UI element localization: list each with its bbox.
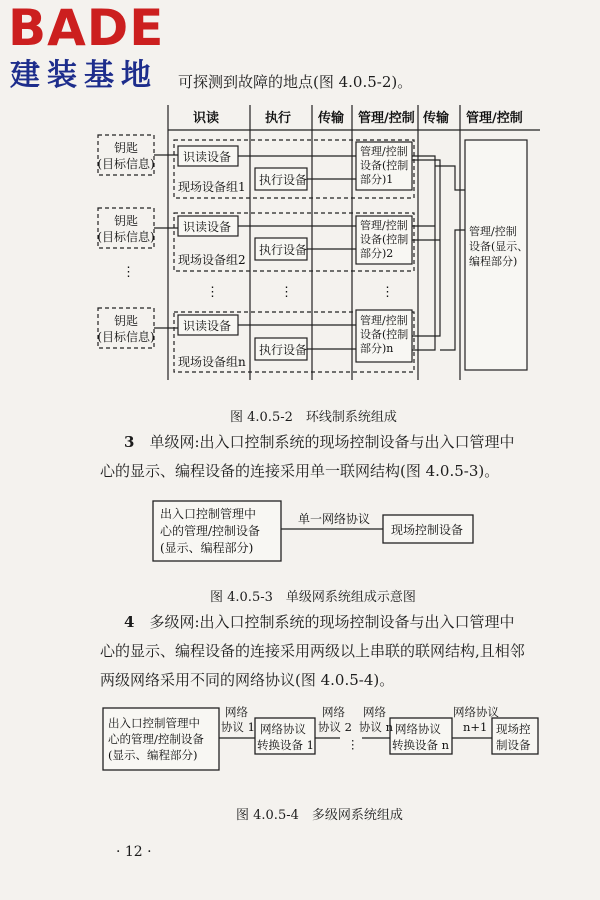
svg-text:设备(控制: 设备(控制 [360, 233, 409, 246]
svg-text:出入口控制管理中: 出入口控制管理中 [108, 716, 200, 730]
reader-label: 识读设备 [183, 220, 232, 234]
svg-text:心的管理/控制设备: 心的管理/控制设备 [160, 524, 261, 538]
executor-label: 执行设备 [259, 173, 308, 187]
ellipsis: ⋮ [347, 737, 359, 751]
paragraph-4: 4 多级网:出入口控制系统的现场控制设备与出入口管理中 心的显示、编程设备的连接采用两级以上串联的联网结构,且相邻 两级网络采用不同的网络协议(图 4.0.5-4)。 [100, 613, 525, 689]
svg-text:网络: 网络 [225, 705, 248, 719]
svg-text:管理/控制: 管理/控制 [360, 219, 408, 232]
reader-label: 识读设备 [183, 319, 232, 333]
svg-text:网络: 网络 [322, 705, 345, 719]
svg-text:网络: 网络 [363, 705, 386, 719]
svg-text:管理/控制: 管理/控制 [360, 145, 408, 158]
svg-text:现场控: 现场控 [496, 722, 531, 736]
svg-text:部分)n: 部分)n [360, 342, 394, 355]
watermark-logo: BADE [8, 0, 165, 57]
svg-text:部分)2: 部分)2 [360, 247, 394, 260]
group-label-2: 现场设备组2 [178, 253, 246, 267]
header-manage-1: 管理/控制 [358, 111, 415, 126]
svg-text:网络协议: 网络协议 [395, 722, 441, 736]
watermark-logo-subtitle: 建装基地 [10, 58, 158, 93]
figure-caption-4-0-5-2: 图 4.0.5-2 环线制系统组成 [230, 410, 397, 425]
svg-text:管理/控制: 管理/控制 [360, 314, 408, 327]
svg-text:设备(控制: 设备(控制 [360, 159, 409, 172]
executor-label: 执行设备 [259, 243, 308, 257]
ellipsis: ⋮ [206, 285, 219, 300]
svg-text:制设备: 制设备 [496, 738, 531, 752]
paragraph-3: 3 单级网:出入口控制系统的现场控制设备与出入口管理中 心的显示、编程设备的连接采用单一联网结构(图 4.0.5-3)。 [100, 433, 515, 480]
ellipsis: ⋮ [381, 285, 394, 300]
svg-text:网络协议: 网络协议 [453, 705, 499, 719]
key-label: (目标信息) [97, 157, 155, 171]
header-manage-2: 管理/控制 [466, 111, 523, 126]
group-label-1: 现场设备组1 [178, 180, 246, 194]
svg-text:现场控制设备: 现场控制设备 [391, 523, 464, 537]
header-execute: 执行 [265, 111, 292, 126]
svg-text:出入口控制管理中: 出入口控制管理中 [160, 507, 257, 521]
page-number: · 12 · [116, 844, 152, 860]
svg-text:转换设备 1: 转换设备 1 [257, 738, 314, 752]
key-label: 钥匙 [113, 314, 139, 328]
svg-text:协议 n: 协议 n [359, 720, 394, 734]
ellipsis: ⋮ [122, 265, 135, 280]
key-label: (目标信息) [97, 230, 155, 244]
svg-text:心的管理/控制设备: 心的管理/控制设备 [108, 732, 204, 746]
header-transfer-1: 传输 [318, 111, 345, 126]
ellipsis: ⋮ [280, 285, 293, 300]
header-transfer-2: 传输 [423, 111, 450, 126]
key-label: (目标信息) [97, 330, 155, 344]
top-continuation-line: 可探测到故障的地点(图 4.0.5-2)。 [178, 73, 413, 91]
single-protocol-label: 单一网络协议 [298, 512, 371, 526]
svg-text:(显示、编程部分): (显示、编程部分) [160, 541, 254, 555]
svg-text:网络协议: 网络协议 [260, 722, 306, 736]
svg-text:协议 2: 协议 2 [318, 720, 352, 734]
svg-text:协议 1: 协议 1 [221, 720, 255, 734]
svg-text:设备(显示、: 设备(显示、 [469, 240, 529, 253]
reader-label: 识读设备 [183, 150, 232, 164]
group-label-n: 现场设备组n [178, 355, 246, 369]
svg-text:管理/控制: 管理/控制 [469, 225, 517, 238]
figure-multi-level-network [100, 700, 540, 780]
figure-single-level-network [150, 498, 490, 568]
svg-text:编程部分): 编程部分) [469, 255, 518, 268]
figure-caption-4-0-5-3: 图 4.0.5-3 单级网系统组成示意图 [210, 590, 416, 605]
executor-label: 执行设备 [259, 343, 308, 357]
figure-caption-4-0-5-4: 图 4.0.5-4 多级网系统组成 [236, 808, 403, 823]
header-read: 识读 [193, 111, 220, 126]
svg-text:部分)1: 部分)1 [360, 173, 394, 186]
key-label: 钥匙 [113, 141, 139, 155]
svg-text:设备(控制: 设备(控制 [360, 328, 409, 341]
svg-text:转换设备 n: 转换设备 n [392, 738, 450, 752]
svg-text:n+1: n+1 [463, 720, 488, 734]
key-label: 钥匙 [113, 214, 139, 228]
figure-ring-system [90, 100, 540, 400]
svg-text:(显示、编程部分): (显示、编程部分) [108, 748, 198, 762]
